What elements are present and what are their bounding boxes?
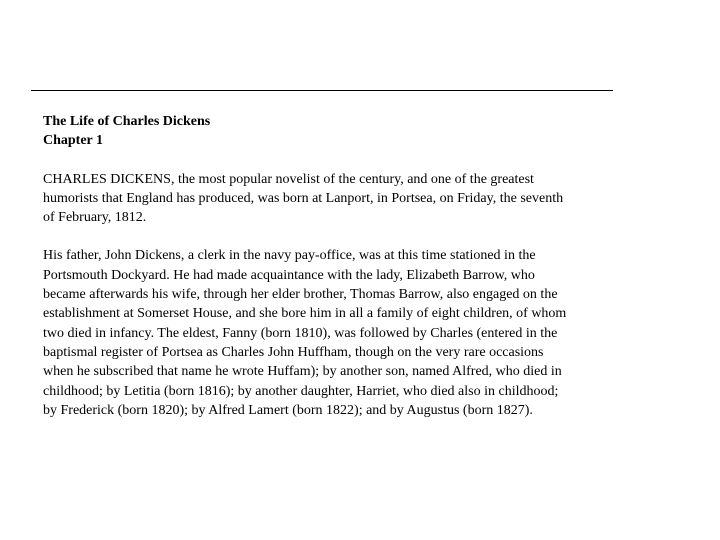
paragraph-line: childhood; by Letitia (born 1816); by another daughter, Harriet, who died also in childhood; — [43, 383, 559, 399]
paragraph-line: when he subscribed that name he wrote Huffam); by another son, named Alfred, who died in — [43, 364, 562, 380]
document-body — [43, 112, 643, 420]
paragraph-line: CHARLES DICKENS, the most popular novelist of the century, and one of the greatest — [43, 171, 534, 187]
spacer — [43, 227, 643, 246]
spacer — [43, 151, 643, 170]
document-title: The Life of Charles Dickens — [43, 114, 211, 129]
paragraph-line: baptismal register of Portsea as Charles John Huffham, though on the very rare occasions — [43, 344, 544, 360]
paragraph-line: Portsmouth Dockyard. He had made acquaintance with the lady, Elizabeth Barrow, who — [43, 267, 535, 283]
paragraph-line: humorists that England has produced, was born at Lanport, in Portsea, on Friday, the seventh — [43, 190, 564, 206]
paragraph-line: became afterwards his wife, through her elder brother, Thomas Barrow, also engaged on the — [43, 287, 558, 303]
paragraph-1 — [43, 170, 643, 228]
paragraph-line: establishment at Somerset House, and she bore him in all a family of eight children, of whom — [43, 306, 567, 322]
paragraph-2 — [43, 246, 643, 420]
horizontal-rule — [31, 90, 613, 91]
chapter-heading: Chapter 1 — [43, 133, 104, 149]
paragraph-line: of February, 1812. — [43, 210, 147, 226]
paragraph-line: by Frederick (born 1820); by Alfred Lamert (born 1822); and by Augustus (born 1827). — [43, 402, 533, 418]
paragraph-line: His father, John Dickens, a clerk in the navy pay-office, was at this time stationed in the — [43, 248, 536, 264]
paragraph-line: two died in infancy. The eldest, Fanny (born 1810), was followed by Charles (entered in the — [43, 325, 558, 341]
